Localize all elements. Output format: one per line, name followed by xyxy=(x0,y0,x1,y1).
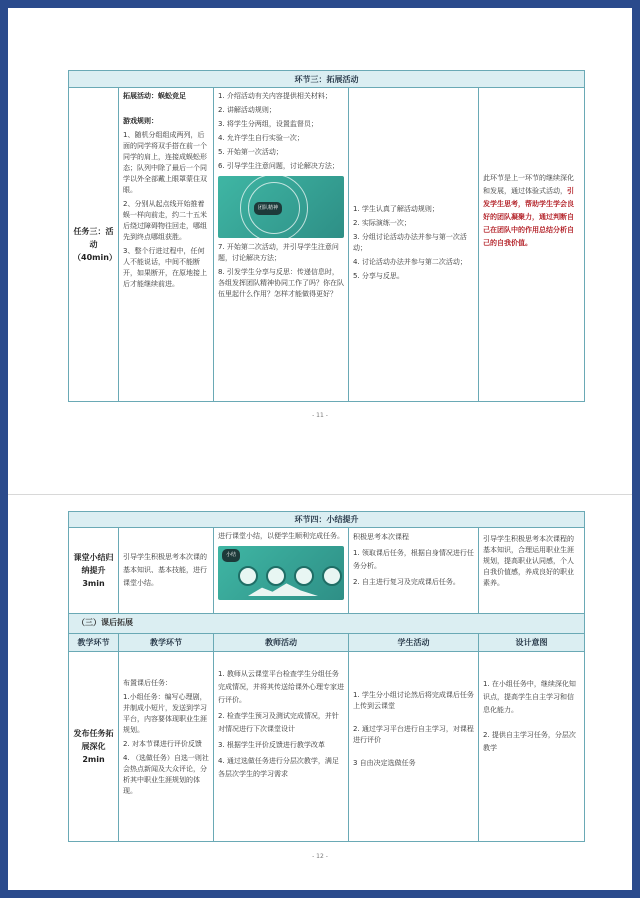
section-title: 环节四：小结提升 xyxy=(69,512,585,528)
after-class-title: （三）课后拓展 xyxy=(69,614,585,634)
homework-item: 布置课后任务： xyxy=(123,679,172,687)
teacher-step: 3. 将学生分两组，设置监督员； xyxy=(218,120,318,128)
rule-item: 1、随机分组组成两列，后面的同学将双手搭在前一个同学的肩上，连接成蜈蚣形态；队列中除了最后一个同学以外全部戴上眼罩蒙住双眼。 xyxy=(123,131,207,194)
student-step: 1. 学生分小组讨论然后将完成课后任务上传到云课堂 xyxy=(353,691,474,710)
student-step: 3 自由决定选做任务 xyxy=(353,759,416,767)
rule-item: 3、整个行进过程中，任何人不能说话，中间不能断开，如果断开，在原地接上后才能继续前进。 xyxy=(123,247,207,288)
homework-label: 发布任务拓展深化2min xyxy=(69,652,119,842)
design-intent-cell xyxy=(479,88,585,402)
page-12 xyxy=(8,494,632,891)
homework-item: 1.小组任务：编写心理剧，并制成小短片，发送到学习平台，内容要体现职业生涯规划。 xyxy=(123,693,207,734)
intent-item: 1. 在小组任务中，继续深化知识点，提高学生自主学习和信息化能力。 xyxy=(483,680,576,714)
summary-teacher-text: 引导学生积极思考本次课的基本知识、基本技能，进行课堂小结。 xyxy=(119,528,214,614)
teacher-step: 1. 教师从云课堂平台检查学生分组任务完成情况，并将其传送给课外心理专家进行评价。 xyxy=(218,670,344,704)
student-activity-cell xyxy=(349,88,479,402)
decor-dot xyxy=(294,566,314,586)
teacher-step: 4. 通过选做任务进行分层次教学，满足各层次学生的学习需求 xyxy=(218,757,339,778)
summary-activity-text: 进行课堂小结，以便学生顺利完成任务。 xyxy=(218,532,344,540)
teacher-step: 3. 根据学生评价反馈进行教学改革 xyxy=(218,741,325,749)
decor-dot xyxy=(238,566,258,586)
intent-text: 此环节是上一环节的继续深化和发展，通过体验式活动， xyxy=(483,174,574,195)
summary-table xyxy=(68,511,585,842)
homework-teacher-cell xyxy=(214,652,349,842)
team-spirit-image xyxy=(218,176,344,238)
student-step: 2. 实际演练一次； xyxy=(353,219,411,227)
column-header: 教学环节 xyxy=(69,634,119,652)
rule-item: 2、分别从起点线开始推着蜈一样向前走，约二十五米后绕过障碍物往回走，哪组先到终点哪组获胜。 xyxy=(123,200,207,241)
summary-label: 课堂小结归纳提升3min xyxy=(69,528,119,614)
summary-student-cell xyxy=(349,528,479,614)
intent-highlight: 引发学生思考，帮助学生学会良好的团队凝聚力，通过判断自己在团队中的作用总结分析自己的自我价值。 xyxy=(483,187,574,247)
student-step: 3. 分组讨论活动办法并参与第一次活动； xyxy=(353,233,467,252)
student-step: 2. 通过学习平台进行自主学习，对课程进行评价 xyxy=(353,725,474,744)
student-step: 积极思考本次课程 xyxy=(353,533,409,541)
intent-item: 2. 提供自主学习任务，分层次教学 xyxy=(483,731,576,752)
activity-cell xyxy=(119,88,214,402)
teacher-step: 4. 允许学生自行实验一次； xyxy=(218,134,304,142)
column-header: 学生活动 xyxy=(349,634,479,652)
teacher-step: 2. 检查学生预习及测试完成情况，并针对情况进行下次课堂设计 xyxy=(218,712,339,733)
homework-content-cell xyxy=(119,652,214,842)
homework-intent-cell xyxy=(479,652,585,842)
summary-intent: 引导学生积极思考本次课程的基本知识，合理运用职业生涯规划，提高职业认同感，个人自我价值感，养成良好的职业素养。 xyxy=(479,528,585,614)
teacher-activity-cell xyxy=(214,88,349,402)
page-number: - 11 - xyxy=(312,412,328,419)
image-caption: 小结 xyxy=(222,549,240,562)
teacher-step: 2. 讲解活动规则； xyxy=(218,106,276,114)
column-header: 设计意图 xyxy=(479,634,585,652)
image-caption: 团队精神 xyxy=(254,202,282,215)
teacher-step: 7. 开始第二次活动，并引导学生注意问题，讨论解决方法； xyxy=(218,243,339,262)
activity-table xyxy=(68,70,585,402)
document-frame xyxy=(8,8,632,890)
summary-image xyxy=(218,546,344,600)
decor-dot xyxy=(322,566,342,586)
section-title: 环节三：拓展活动 xyxy=(69,71,585,88)
teacher-step: 8. 引发学生分享与反思：传递信息时，各组发挥团队精神协同工作了吗？你在队伍里起什么作用？怎样才能做得更好？ xyxy=(218,268,344,298)
teacher-step: 1. 介绍活动有关内容提供相关材料； xyxy=(218,92,332,100)
summary-activity-cell xyxy=(214,528,349,614)
homework-student-cell xyxy=(349,652,479,842)
student-step: 5. 分享与反思。 xyxy=(353,272,404,280)
task-label: 任务三：活动（40min） xyxy=(69,88,119,402)
student-step: 1. 学生认真了解活动规则； xyxy=(353,205,439,213)
rules-title: 游戏规则： xyxy=(123,117,158,125)
student-step: 4. 讨论活动办法并参与第二次活动； xyxy=(353,258,467,266)
page-number: - 12 - xyxy=(312,853,328,860)
column-header: 教学环节 xyxy=(119,634,214,652)
teacher-step: 6. 引导学生注意问题，讨论解决方法； xyxy=(218,162,339,170)
teacher-step: 5. 开始第一次活动； xyxy=(218,148,283,156)
decor-dot xyxy=(266,566,286,586)
page-11 xyxy=(8,8,632,478)
activity-title: 拓展活动：蜈蚣竞足 xyxy=(123,92,186,100)
column-header: 教师活动 xyxy=(214,634,349,652)
student-step: 2. 自主进行复习及完成课后任务。 xyxy=(353,578,460,586)
homework-item: 2. 对本节课进行评价反馈 xyxy=(123,740,202,748)
homework-item: 4. （选做任务）自选一则社会热点新闻及大众评论，分析其中职业生涯规划的体现。 xyxy=(123,754,209,795)
student-step: 1. 领取课后任务，根据自身情况进行任务分析。 xyxy=(353,549,474,570)
